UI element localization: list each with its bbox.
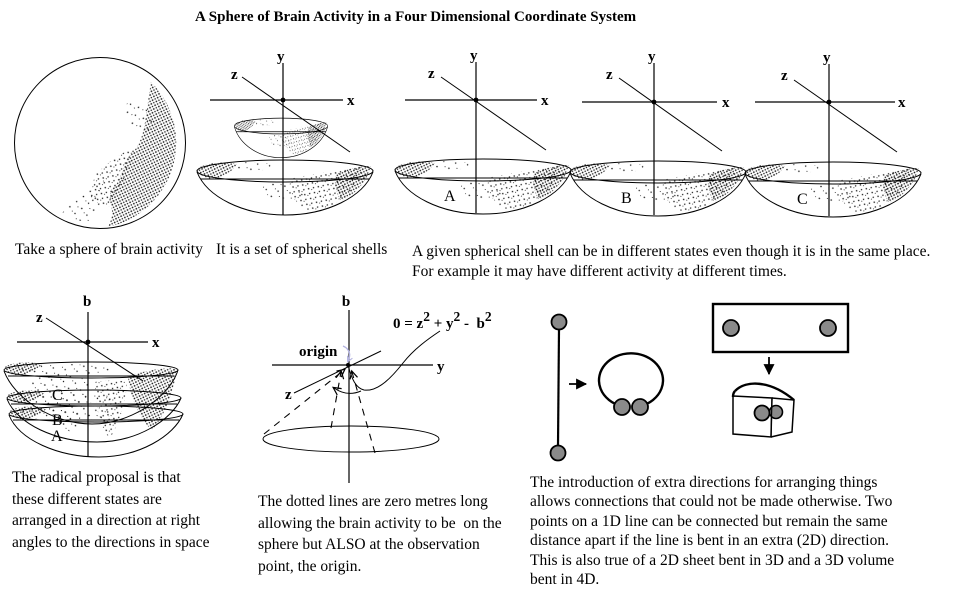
x-axis-label: x <box>347 93 355 109</box>
stipple-rim-a <box>15 408 115 420</box>
caption-line: these different states are <box>12 490 162 508</box>
caption-line: A given spherical shell can be in different states even though it is in the same place. <box>412 243 931 260</box>
shell-c <box>745 162 921 217</box>
equation-sup3: 2 <box>484 309 492 324</box>
equation-sup1: 2 <box>423 309 430 324</box>
line-1d <box>558 329 559 446</box>
shell-label-b: B <box>621 190 632 207</box>
y-axis-label: y <box>470 48 478 64</box>
equation-mid1: + y <box>429 316 454 332</box>
equation-sup2: 2 <box>453 309 461 324</box>
caption-states <box>412 242 930 282</box>
panel-shells <box>197 49 373 215</box>
equation-lhs: 0 = z <box>393 316 424 332</box>
b-axis-label: b <box>341 294 351 310</box>
point-bottom <box>551 446 566 461</box>
caption-line: It is a set of spherical shells <box>216 241 388 258</box>
sphere-section-ellipse <box>263 426 439 452</box>
z-axis-label: z <box>428 66 435 82</box>
caption-line: bent in 4D. <box>530 571 600 589</box>
x-axis-label: x <box>152 335 160 351</box>
shell-a <box>395 159 571 214</box>
caption-shells <box>216 240 387 260</box>
equation <box>393 309 492 332</box>
z-axis-label: z <box>285 387 292 403</box>
stipple-sparse <box>62 180 104 223</box>
z-axis <box>794 80 897 152</box>
bent-line-loop <box>599 353 663 406</box>
stack-label-a: A <box>51 428 63 445</box>
origin-point <box>281 98 286 103</box>
stipple-rim-c <box>10 364 110 376</box>
zero-line-middle <box>331 372 341 428</box>
panel-state-c <box>745 50 921 217</box>
caption-sphere <box>15 240 203 260</box>
y-axis-label: y <box>648 49 656 65</box>
z-axis-label: z <box>36 310 43 326</box>
shell-b <box>570 161 746 216</box>
loop-point-right <box>632 399 648 415</box>
sheet-point-right <box>820 320 836 336</box>
caption-line: point, the origin. <box>258 557 362 575</box>
origin-point <box>827 100 832 105</box>
caption-line: distance apart if the line is bent in an extra (2D) direction. <box>530 532 889 550</box>
caption-line: The introduction of extra directions for arranging things <box>530 474 878 491</box>
zero-line-right <box>352 372 375 453</box>
small-shell <box>234 118 327 158</box>
caption-line: Take a sphere of brain activity <box>15 241 203 258</box>
panel-state-b <box>570 49 746 216</box>
x-axis-label: x <box>541 93 549 109</box>
point-top <box>552 315 567 330</box>
panel-stacked-states <box>4 294 183 457</box>
z-axis-label: z <box>606 67 613 83</box>
caption-line: The radical proposal is that <box>12 469 181 486</box>
y-axis-label: y <box>823 50 831 66</box>
stack-label-c: C <box>52 387 63 404</box>
origin-point <box>474 98 479 103</box>
b-axis-label: b <box>83 294 92 310</box>
caption-line: sphere but ALSO at the observation <box>258 536 480 553</box>
stack-label-b: B <box>52 412 63 429</box>
caption-zero-lines <box>258 491 502 577</box>
caption-line: allowing the brain activity to be on the <box>258 514 502 532</box>
shell-label-a: A <box>444 188 456 205</box>
z-axis <box>619 78 722 151</box>
z-axis <box>441 77 546 150</box>
sheet-point-left <box>723 320 739 336</box>
panel-state-a <box>395 48 571 214</box>
caption-extra-directions <box>530 473 894 589</box>
shell-label-c: C <box>797 191 808 208</box>
caption-line: allows connections that could not be made otherwise. Two <box>530 493 893 511</box>
equation-mid2: - b <box>460 316 485 332</box>
caption-line: This is also true of a 2D sheet bent in 3D and a 3D volume <box>530 551 895 569</box>
page-title: A Sphere of Brain Activity in a Four Dimensional Coordinate System <box>195 9 637 25</box>
stipple-mid-medium <box>95 381 127 439</box>
x-axis-label: x <box>722 95 730 111</box>
origin-point <box>346 363 350 367</box>
origin-point <box>652 100 657 105</box>
loop-point-left <box>614 399 630 415</box>
z-axis-label: z <box>231 67 238 83</box>
caption-line: points on a 1D line can be connected but remain the same <box>530 512 888 530</box>
caption-stack <box>12 467 210 553</box>
panel-bending <box>551 304 849 461</box>
caption-line: The dotted lines are zero metres long <box>258 493 488 510</box>
caption-line: For example it may have different activity at different times. <box>412 263 787 280</box>
panel-origin <box>263 294 492 483</box>
caption-line: angles to the directions in space <box>12 533 210 551</box>
x-axis-label: x <box>898 95 906 111</box>
bent-point-left <box>755 406 770 421</box>
panel-sphere <box>15 58 186 229</box>
origin-point <box>86 340 91 345</box>
origin-label: origin <box>299 344 338 360</box>
y-axis-label: y <box>277 49 285 65</box>
caption-line: arranged in a direction at right <box>12 512 201 529</box>
large-shell <box>197 160 373 215</box>
z-axis-label: z <box>781 68 788 84</box>
y-axis-label: y <box>437 359 445 375</box>
